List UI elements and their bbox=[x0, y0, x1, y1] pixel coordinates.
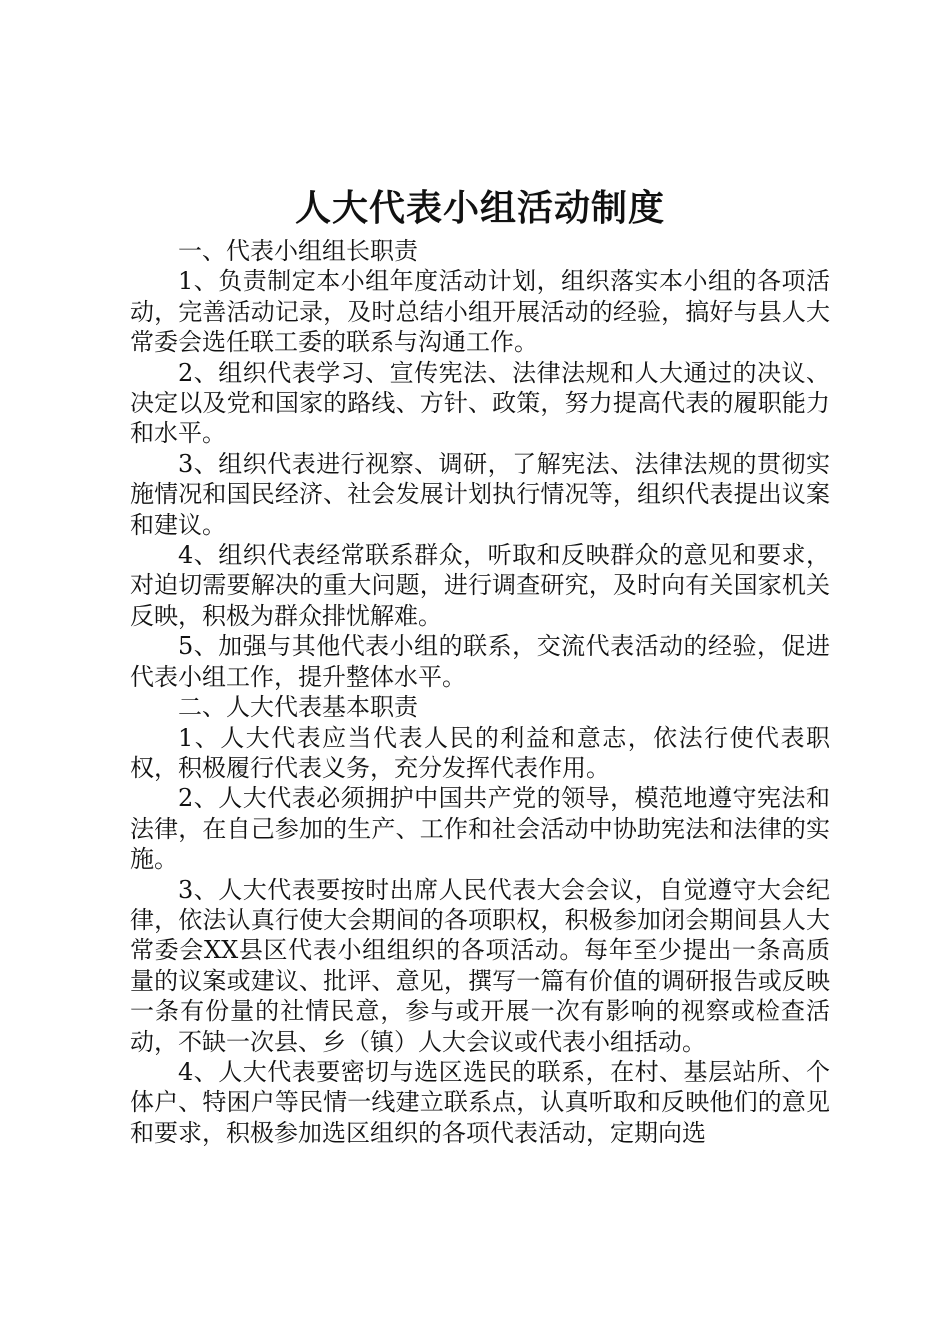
section-heading: 一、代表小组组长职责 bbox=[178, 237, 418, 265]
document-title: 人大代表小组活动制度 bbox=[294, 187, 665, 229]
paragraph: 1、负责制定本小组年度活动计划，组织落实本小组的各项活动，完善活动记录，及时总结小组开展活动的经验，搞好与县人大常委会选任联工委的联系与沟通工作。 bbox=[130, 267, 830, 357]
document-page bbox=[130, 180, 830, 1148]
paragraph: 3、人大代表要按时出席人民代表大会会议，自觉遵守大会纪律，依法认真行使大会期间的各项职权，积极参加闭会期间县人大常委会XX县区代表小组组织的各项活动。每年至少提出一条高质量的议案或建议、批评、意见，撰写一篇有价值的调研报告或反映一条有份量的社情民意，参与或开展一次有影响的视察或检查活动，不缺一次县、乡（镇）人大会议或代表小组括动。 bbox=[130, 875, 830, 1056]
paragraph: 4、人大代表要密切与选区选民的联系，在村、基层站所、个体户、特困户等民情一线建立联系点，认真听取和反映他们的意见和要求，积极参加选区组织的各项代表活动，定期向选 bbox=[130, 1057, 830, 1147]
paragraph: 1、人大代表应当代表人民的利益和意志，依法行使代表职权，积极履行代表义务，充分发挥代表作用。 bbox=[130, 723, 830, 782]
paragraph: 5、加强与其他代表小组的联系，交流代表活动的经验，促进代表小组工作，提升整体水平。 bbox=[130, 632, 830, 691]
document-body bbox=[130, 236, 830, 1148]
paragraph: 3、组织代表进行视察、调研，了解宪法、法律法规的贯彻实施情况和国民经济、社会发展计划执行情况等，组织代表提出议案和建议。 bbox=[130, 449, 830, 539]
paragraph: 2、组织代表学习、宣传宪法、法律法规和人大通过的决议、决定以及党和国家的路线、方针、政策，努力提高代表的履职能力和水平。 bbox=[130, 358, 830, 448]
section-heading: 二、人大代表基本职责 bbox=[178, 693, 418, 722]
paragraph: 4、组织代表经常联系群众，听取和反映群众的意见和要求，对迫切需要解决的重大问题，进行调查研究，及时向有关国家机关反映，积极为群众排忧解难。 bbox=[130, 541, 830, 630]
paragraph: 2、人大代表必须拥护中国共产党的领导，模范地遵守宪法和法律，在自己参加的生产、工作和社会活动中协助宪法和法律的实施。 bbox=[130, 784, 830, 874]
